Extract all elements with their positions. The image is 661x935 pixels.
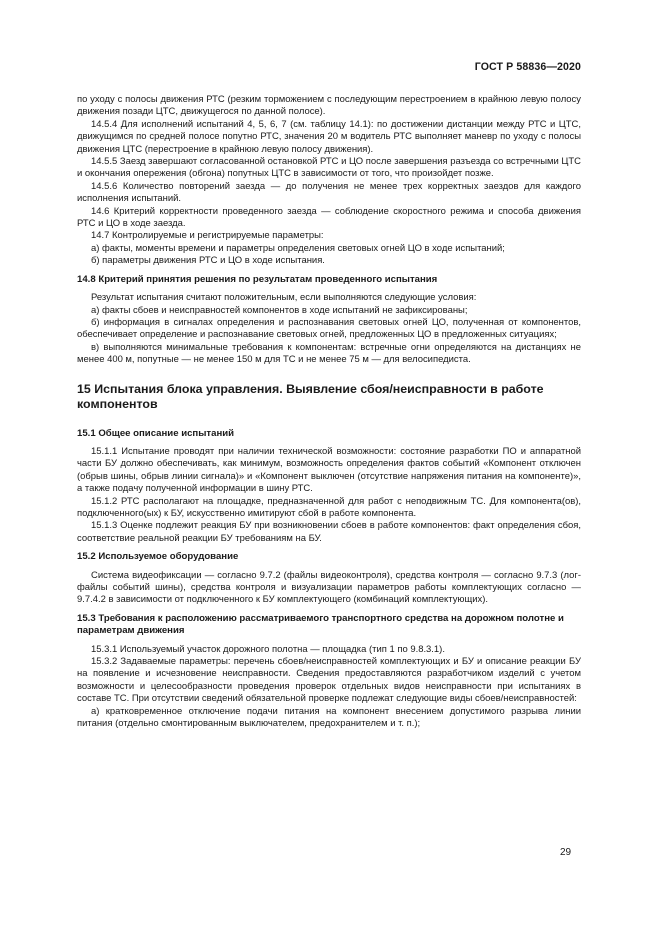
list-item: а) кратковременное отключение подачи питания на компонент внесением допустимого разрыва линии питания (отдельно смонтированным выключателем, предохранителем и т. п.); — [77, 705, 581, 730]
paragraph: 15.1.2 РТС располагают на площадке, предназначенной для работ с неподвижным ТС. Для компонента(ов), подключенного(ых) к БУ, искусственно имитируют сбой в работе компонента. — [77, 495, 581, 519]
standard-header: ГОСТ Р 58836—2020 — [474, 61, 581, 73]
list-item: б) параметры движения РТС и ЦО в ходе испытания. — [91, 255, 325, 267]
section-heading: 15.2 Используемое оборудование — [77, 551, 239, 563]
list-item: а) факты сбоев и неисправностей компонентов в ходе испытаний не зафиксированы; — [91, 304, 468, 316]
paragraph: 15.3.1 Используемый участок дорожного полотна — площадка (тип 1 по 9.8.3.1). — [91, 643, 445, 655]
list-item: б) информация в сигналах определения и распознавания световых огней ЦО, полученная от компонентов, обеспечивает определение и распознавание световых огней, предложенных ЦО в предложенных ситуациях; — [77, 316, 581, 341]
paragraph: Система видеофиксации — согласно 9.7.2 (файлы видеоконтроля), средства контроля — согласно 9.7.3 (лог-файлы событий шины), средства контроля и визуализации параметров работы комплектующих согласно — 9.7.4.2 в зависимости от подключенного к БУ комплектующего (комбинаций комплектующих). — [77, 569, 581, 606]
list-item: в) выполняются минимальные требования к компонентам: встречные огни определяются на дистанциях не менее 400 м, попутные — не менее 150 м для ТС и не менее 75 м — для велосипедиста. — [77, 341, 581, 366]
paragraph: 15.1.1 Испытание проводят при наличии технической возможности: состояние разработки ПО и аппаратной части БУ должно обеспечивать, как минимум, возможность определения фактов событий «Компонент отключен (обрыв шины, обрыв линии сигнала)» и «Компонент выключен (отсутствие напряжения питания на компоненте)», а также подачу полученной информации в шину РТС. — [77, 445, 581, 495]
paragraph: по уходу с полосы движения РТС (резким торможением с последующим перестроением в крайнюю левую полосу движения позади ЦТС, движущегося по данной полосе). — [77, 94, 581, 118]
paragraph: 14.5.6 Количество повторений заезда — до получения не менее трех корректных заездов для каждого исполнения испытаний. — [77, 180, 581, 205]
paragraph: 14.5.4 Для исполнений испытаний 4, 5, 6, 7 (см. таблицу 14.1): по достижении дистанции между РТС и ЦТС, движущимся по средней полосе попутно РТС, значения 20 м водитель РТС выполняет маневр по уходу с полосы движения ЦТС (перестроение в крайнюю левую полосу движения). — [77, 118, 581, 155]
paragraph: 15.1.3 Оценке подлежит реакция БУ при возникновении сбоев в работе компонентов: факт определения сбоя, соответствие реальной реакции БУ требованиям на БУ. — [77, 520, 581, 544]
document-body — [77, 94, 581, 730]
chapter-heading: 15 Испытания блока управления. Выявление сбоя/неисправности в работе компонентов — [77, 381, 544, 411]
paragraph: Результат испытания считают положительным, если выполняются следующие условия: — [91, 292, 477, 304]
list-item: а) факты, моменты времени и параметры определения световых огней ЦО в ходе испытаний; — [91, 242, 505, 254]
paragraph: 14.6 Критерий корректности проведенного заезда — соблюдение скоростного режима и способа движения РТС и ЦО в ходе заезда. — [77, 205, 581, 230]
paragraph: 14.5.5 Заезд завершают согласованной остановкой РТС и ЦО после завершения разъезда со встречными ЦТС и окончания опережения (обгона) попутных ЦТС в зависимости от того, что произойдет позже. — [77, 156, 581, 180]
section-heading: 15.1 Общее описание испытаний — [77, 427, 235, 439]
section-heading: 14.8 Критерий принятия решения по результатам проведенного испытания — [77, 273, 438, 285]
paragraph: 14.7 Контролируемые и регистрируемые параметры: — [91, 230, 324, 242]
section-heading: 15.3 Требования к расположению рассматриваемого транспортного средства на дорожном полотне и параметрам движения — [77, 612, 564, 637]
paragraph: 15.3.2 Задаваемые параметры: перечень сбоев/неисправностей комплектующих и БУ и описание реакции БУ на появление и исчезновение неисправности. Сведения предоставляются разработчиком изделий с учетом возможности и целесообразности проведения проверок отдельных видов неисправности при испытаниях в составе ТС. При отсутствии сведений обязательной проверке подлежат следующие виды сбоев/неисправностей: — [77, 656, 581, 705]
page-number: 29 — [560, 847, 572, 858]
